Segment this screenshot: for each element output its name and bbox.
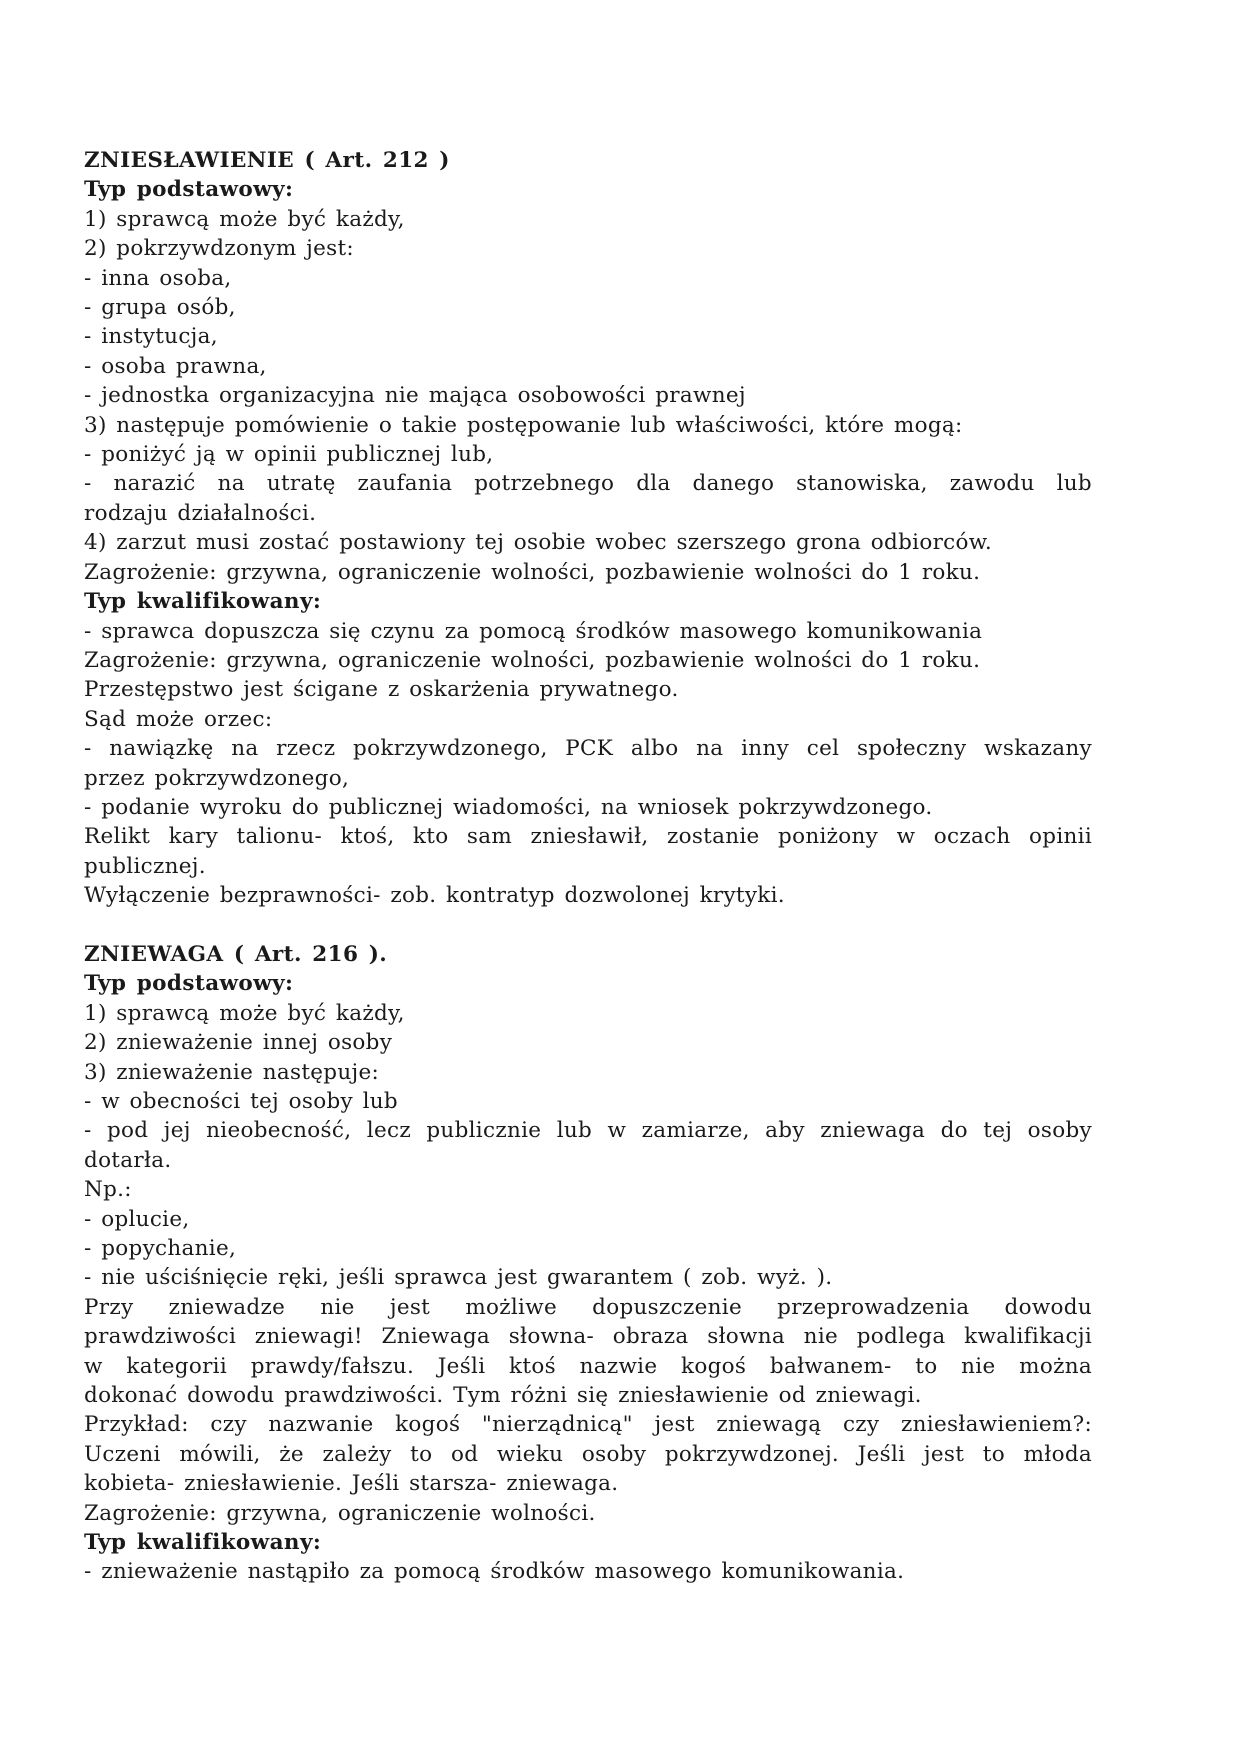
text-line: Zagrożenie: grzywna, ograniczenie wolności, pozbawienie wolności do 1 roku.	[84, 559, 981, 585]
text-line: - instytucja,	[84, 324, 218, 350]
text-line: Relikt kary talionu- ktoś, kto sam zniesławił, zostanie poniżony w oczach opinii	[84, 824, 1092, 850]
text-line: - osoba prawna,	[84, 353, 267, 379]
text-line: - inna osoba,	[84, 265, 232, 291]
document-page	[84, 146, 1092, 1587]
text-line: Wyłączenie bezprawności- zob. kontratyp dozwolonej krytyki.	[84, 883, 785, 909]
text-line: - w obecności tej osoby lub	[84, 1088, 398, 1114]
text-line: - narazić na utratę zaufania potrzebnego dla danego stanowiska, zawodu lub	[84, 471, 1092, 497]
section	[84, 146, 1092, 911]
text-line: dokonać dowodu prawdziwości. Tym różni się zniesławienie od zniewagi.	[84, 1383, 922, 1409]
subheading-line: Typ kwalifikowany:	[84, 1530, 322, 1556]
text-line: rodzaju działalności.	[84, 500, 317, 526]
text-line: - grupa osób,	[84, 295, 236, 321]
text-line: - sprawca dopuszcza się czynu za pomocą środków masowego komunikowania	[84, 618, 983, 644]
text-line: - jednostka organizacyjna nie mająca osobowości prawnej	[84, 383, 746, 409]
subheading-line: Typ podstawowy:	[84, 971, 294, 997]
text-line: Zagrożenie: grzywna, ograniczenie wolności.	[84, 1500, 596, 1526]
section-heading: ZNIESŁAWIENIE ( Art. 212 )	[84, 148, 450, 173]
text-line: - pod jej nieobecność, lecz publicznie lub w zamiarze, aby zniewaga do tej osoby	[84, 1118, 1092, 1144]
subheading-line: Typ kwalifikowany:	[84, 589, 322, 615]
text-line: - popychanie,	[84, 1236, 237, 1262]
text-line: publicznej.	[84, 853, 206, 879]
text-line: 1) sprawcą może być każdy,	[84, 1000, 405, 1026]
text-line: Sąd może orzec:	[84, 706, 273, 732]
text-line: Przykład: czy nazwanie kogoś "nierządnicą" jest zniewagą czy zniesławieniem?:	[84, 1412, 1092, 1438]
document-content	[84, 146, 1092, 1587]
text-line: Zagrożenie: grzywna, ograniczenie wolności, pozbawienie wolności do 1 roku.	[84, 647, 981, 673]
text-line: Przy zniewadze nie jest możliwe dopuszczenie przeprowadzenia dowodu	[84, 1294, 1092, 1320]
text-line: - nie uściśnięcie ręki, jeśli sprawca jest gwarantem ( zob. wyż. ).	[84, 1265, 833, 1291]
text-line: 2) znieważenie innej osoby	[84, 1030, 393, 1056]
text-line: - znieważenie nastąpiło za pomocą środków masowego komunikowania.	[84, 1559, 905, 1585]
text-line: przez pokrzywdzonego,	[84, 765, 350, 791]
text-line: - oplucie,	[84, 1206, 190, 1232]
text-line: prawdziwości zniewagi! Zniewaga słowna- obraza słowna nie podlega kwalifikacji	[84, 1324, 1092, 1350]
section-heading: ZNIEWAGA ( Art. 216 ).	[84, 941, 388, 967]
text-line: Uczeni mówili, że zależy to od wieku osoby pokrzywdzonej. Jeśli jest to młoda	[84, 1441, 1092, 1467]
text-line: 3) znieważenie następuje:	[84, 1059, 380, 1085]
text-line: 4) zarzut musi zostać postawiony tej osobie wobec szerszego grona odbiorców.	[84, 530, 993, 556]
text-line: w kategorii prawdy/fałszu. Jeśli ktoś nazwie kogoś bałwanem- to nie można	[84, 1353, 1092, 1379]
text-line: Przestępstwo jest ścigane z oskarżenia prywatnego.	[84, 677, 679, 703]
text-line: 2) pokrzywdzonym jest:	[84, 236, 354, 262]
text-line: dotarła.	[84, 1147, 172, 1173]
text-line: - nawiązkę na rzecz pokrzywdzonego, PCK albo na inny cel społeczny wskazany	[84, 736, 1092, 762]
text-line: kobieta- zniesławienie. Jeśli starsza- zniewaga.	[84, 1471, 619, 1497]
subheading-line: Typ podstawowy:	[84, 177, 294, 203]
text-line: - podanie wyroku do publicznej wiadomości, na wniosek pokrzywdzonego.	[84, 794, 933, 820]
text-line: Np.:	[84, 1177, 132, 1203]
section	[84, 940, 1092, 1587]
text-line: 3) następuje pomówienie o takie postępowanie lub właściwości, które mogą:	[84, 412, 963, 438]
text-line: - poniżyć ją w opinii publicznej lub,	[84, 442, 494, 468]
text-line: 1) sprawcą może być każdy,	[84, 206, 405, 232]
